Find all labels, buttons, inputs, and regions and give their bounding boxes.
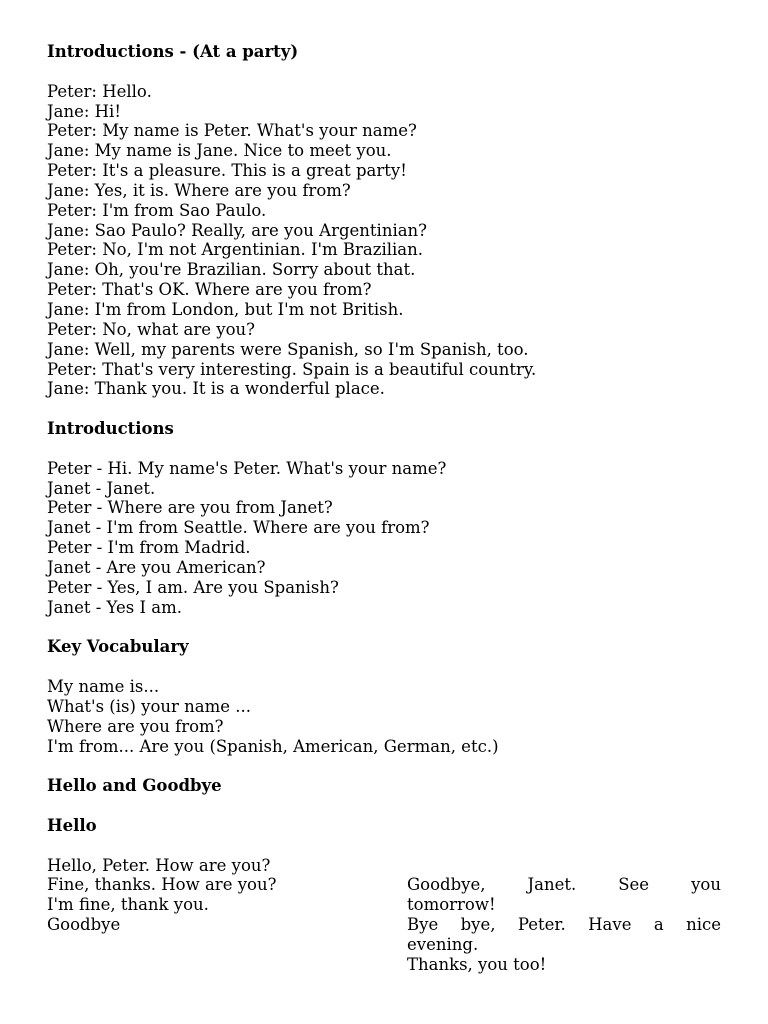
dialogue-line: Peter - Where are you from Janet?	[47, 498, 333, 518]
word: a	[653, 915, 664, 935]
dialogue-line: Peter: That's OK. Where are you from?	[47, 280, 372, 300]
word: Janet.	[527, 875, 577, 895]
goodbye-column	[407, 875, 721, 974]
dialogue-line: Jane: My name is Jane. Nice to meet you.	[47, 141, 392, 161]
word: Bye	[407, 915, 439, 935]
goodbye-line-4: evening.	[407, 934, 479, 954]
dialogue-line: Jane: Oh, you're Brazilian. Sorry about that.	[47, 260, 416, 280]
section-heading-key-vocabulary: Key Vocabulary	[47, 637, 189, 657]
section-heading-hello-goodbye: Hello and Goodbye	[47, 776, 222, 796]
dialogue-line: Goodbye	[47, 915, 121, 935]
dialogue-line: Jane: I'm from London, but I'm not British.	[47, 299, 404, 319]
dialogue-party	[47, 82, 721, 400]
word: See	[618, 875, 650, 895]
goodbye-line-2: tomorrow!	[407, 895, 496, 915]
goodbye-line-5: Thanks, you too!	[407, 954, 547, 974]
dialogue-introductions	[47, 459, 721, 618]
vocabulary-item: My name is...	[47, 677, 160, 696]
dialogue-line: Peter - Yes, I am. Are you Spanish?	[47, 577, 339, 597]
dialogue-line: Peter: No, what are you?	[47, 319, 255, 339]
dialogue-line: Peter: It's a pleasure. This is a great party!	[47, 161, 407, 181]
dialogue-line: Peter: Hello.	[47, 81, 152, 101]
dialogue-line: Jane: Yes, it is. Where are you from?	[47, 180, 351, 200]
subheading-hello: Hello	[47, 815, 97, 835]
section-heading-party: Introductions - (At a party)	[47, 42, 299, 61]
word: Goodbye,	[407, 875, 486, 895]
dialogue-line: Hello, Peter. How are you?	[47, 855, 271, 875]
hello-column	[47, 856, 377, 935]
dialogue-line: Jane: Sao Paulo? Really, are you Argentinian?	[47, 220, 428, 240]
word: Peter.	[517, 915, 566, 935]
vocabulary-item: Where are you from?	[47, 716, 224, 736]
dialogue-line: Janet - Janet.	[47, 478, 156, 498]
vocabulary-item: What's (is) your name ...	[47, 696, 252, 716]
dialogue-line: Janet - I'm from Seattle. Where are you from?	[47, 518, 430, 538]
dialogue-line: Peter: My name is Peter. What's your name?	[47, 121, 417, 141]
dialogue-line: Peter - Hi. My name's Peter. What's your name?	[47, 458, 447, 478]
word: you	[691, 875, 721, 895]
section-heading-introductions: Introductions	[47, 419, 174, 439]
word: nice	[686, 915, 721, 935]
word: Have	[588, 915, 632, 935]
dialogue-line: Jane: Thank you. It is a wonderful place.	[47, 379, 385, 399]
vocabulary-list	[47, 677, 721, 756]
dialogue-line: Fine, thanks. How are you?	[47, 875, 277, 895]
dialogue-line: Peter: That's very interesting. Spain is a beautiful country.	[47, 359, 537, 379]
dialogue-line: Peter: I'm from Sao Paulo.	[47, 200, 267, 220]
word: bye,	[460, 915, 496, 935]
dialogue-line: I'm fine, thank you.	[47, 895, 209, 915]
dialogue-line: Janet - Are you American?	[47, 557, 266, 577]
vocabulary-item: I'm from... Are you (Spanish, American, German, etc.)	[47, 736, 499, 756]
dialogue-line: Jane: Well, my parents were Spanish, so I'm Spanish, too.	[47, 339, 529, 359]
dialogue-line: Janet - Yes I am.	[47, 597, 182, 617]
dialogue-line: Peter: No, I'm not Argentinian. I'm Brazilian.	[47, 240, 424, 260]
document-page	[47, 42, 721, 974]
dialogue-line: Jane: Hi!	[47, 101, 121, 121]
dialogue-line: Peter - I'm from Madrid.	[47, 538, 251, 558]
goodbye-line-1	[407, 875, 721, 895]
goodbye-line-3	[407, 915, 721, 935]
